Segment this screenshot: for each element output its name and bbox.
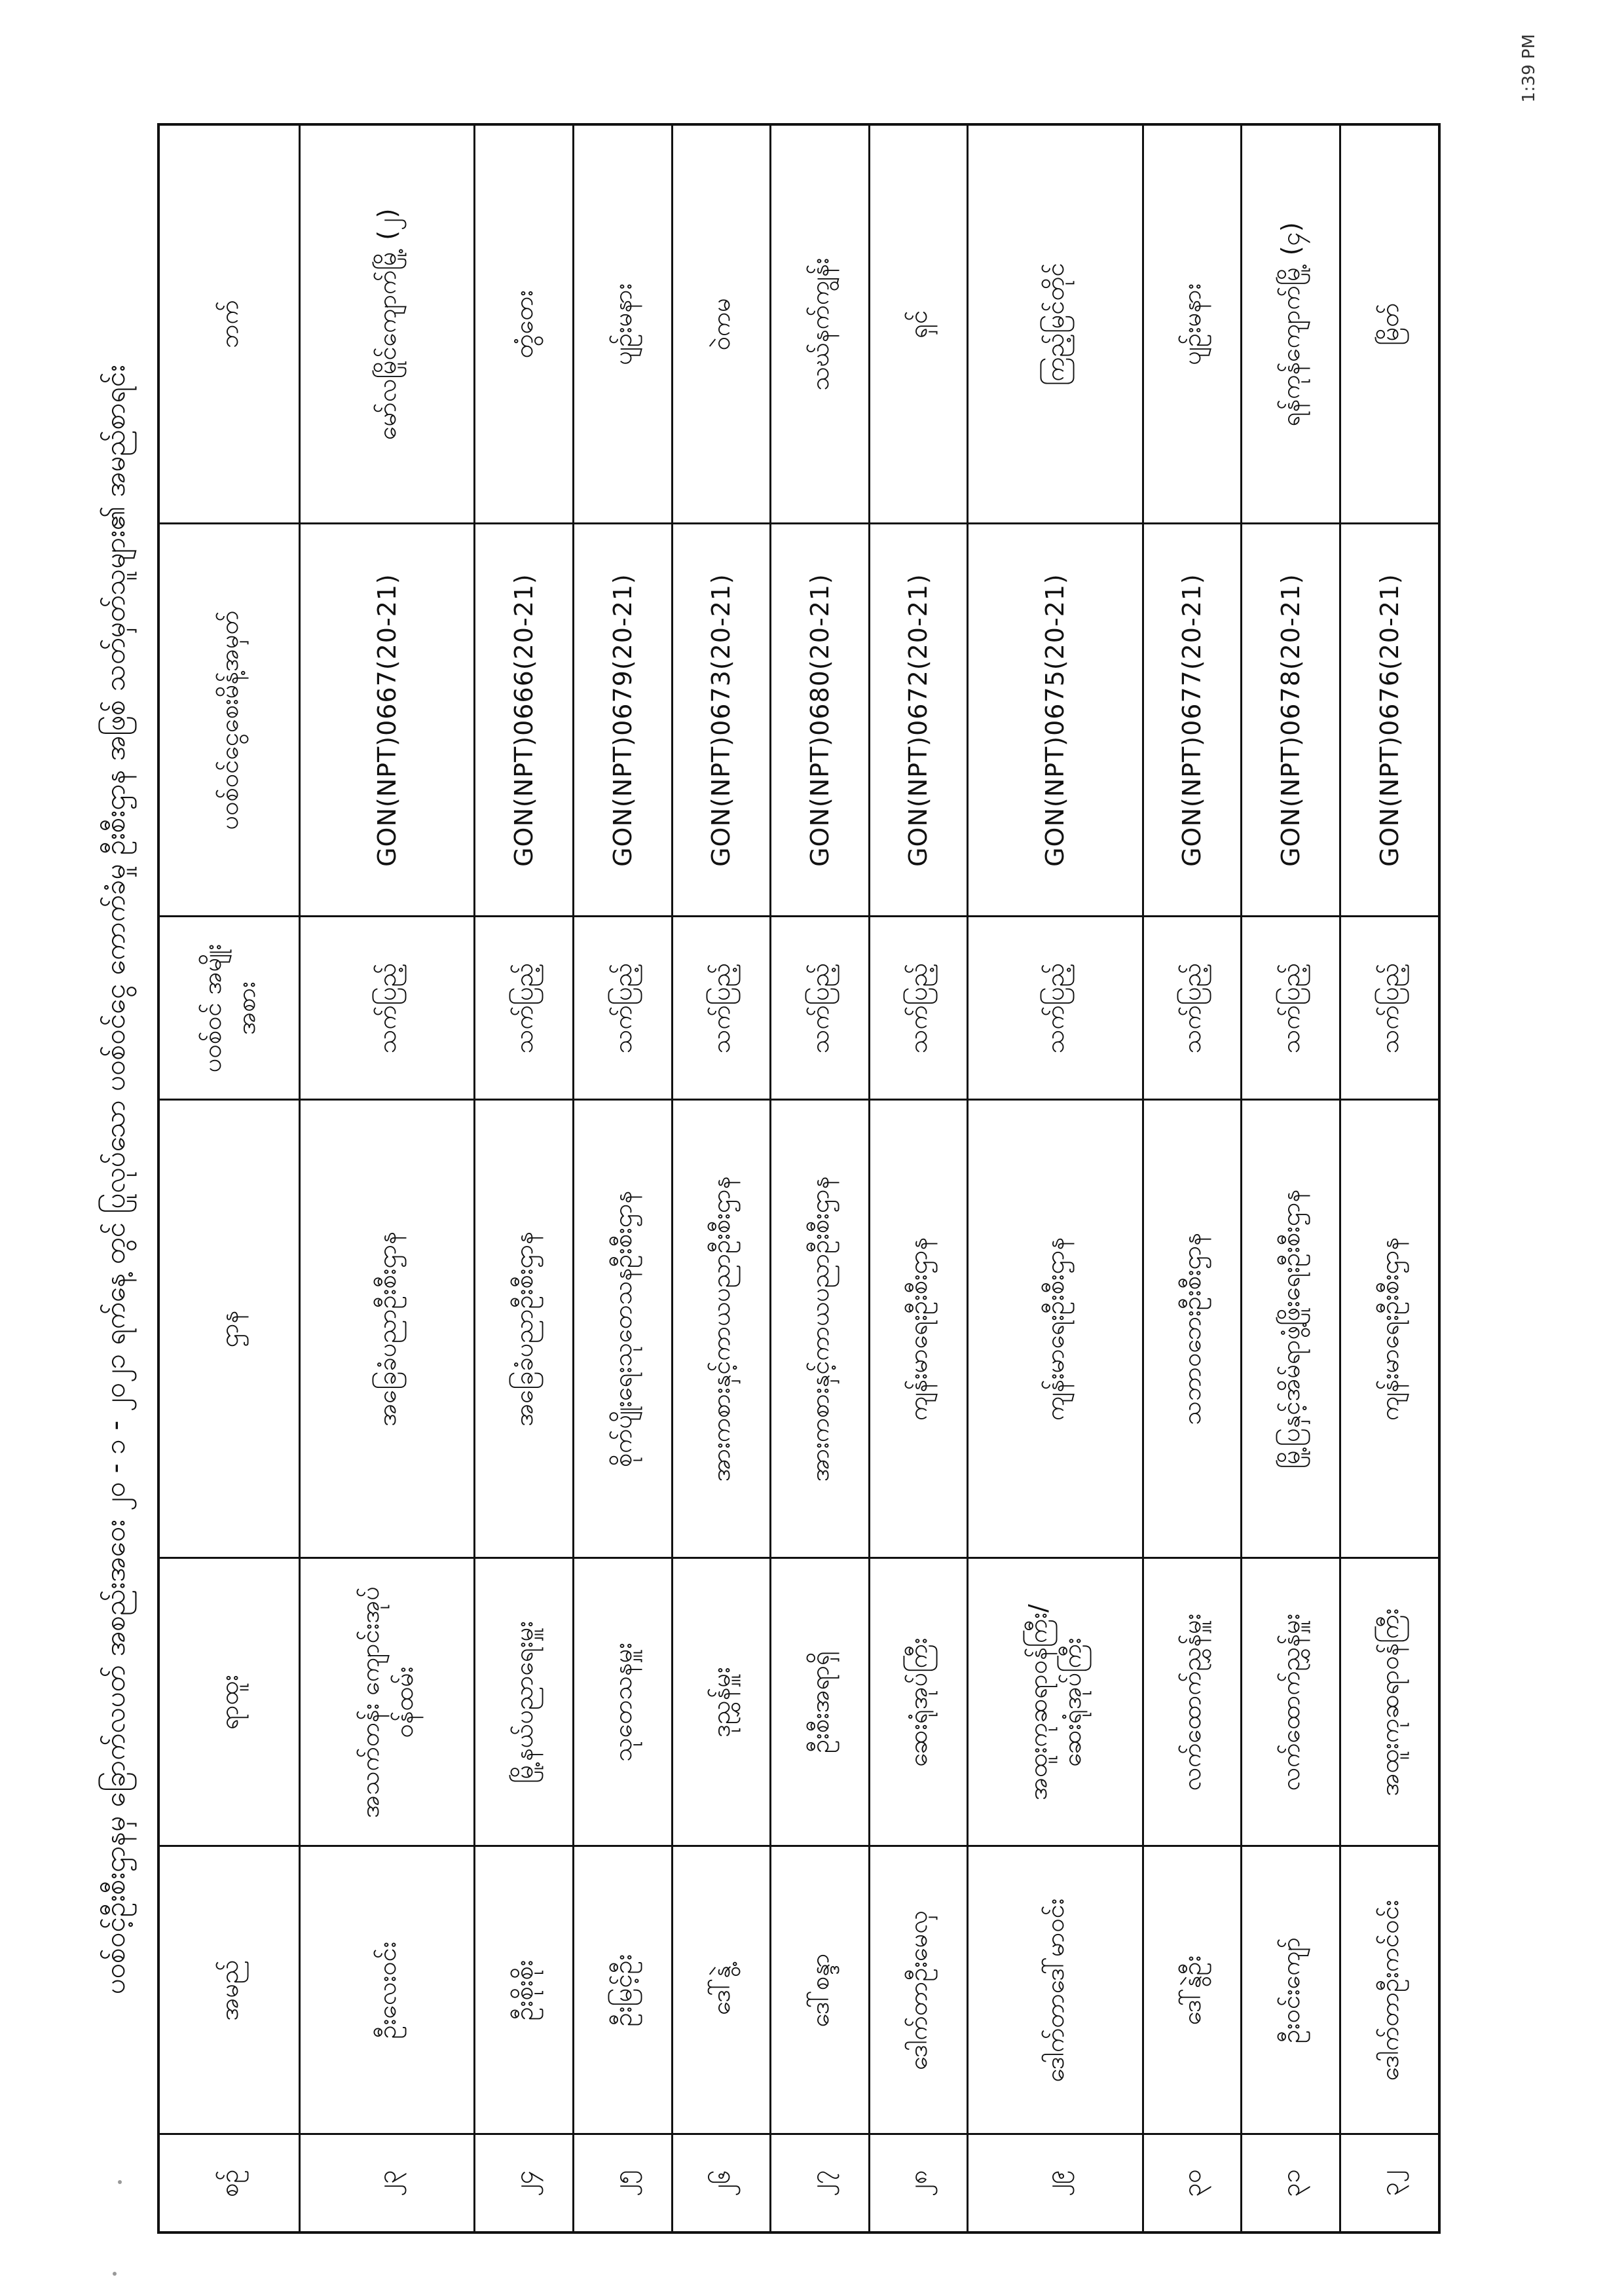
- cell-license-kind: သက်ပြည့်: [1143, 917, 1242, 1100]
- cell-license-kind: သက်ပြည့်: [968, 917, 1143, 1100]
- cell-position: လက်ထောက်ညွှန်မှူး: [1242, 1558, 1340, 1846]
- cell-name: ဦးလေးဝင်း: [300, 1846, 475, 2134]
- cell-name: ဦးမြင့်ဦး: [573, 1846, 672, 2134]
- cell-license-no: GON(NPT)0667(20-21): [300, 524, 475, 917]
- cell-license-kind: သက်ပြည့်: [1242, 917, 1340, 1100]
- document-title: ပဝစ်ဝင့်ဦးစီးဌာနမှ ခြောက်လပတ် အစည်းအဝေး ၂၀ - ၁ - ၂၀၂၁ ရက်နေ့ တွင် ပြုလုပ်သော ပဝစ်ဝင်ငွေ ကောက်ခံမှု ဦးစီးဌာန အဖြစ် သတ်မှတ်သူများ၏ အမည်စာရင်း: [99, 365, 131, 1995]
- cell-no: ၂၈: [869, 2134, 968, 2232]
- table-row: [573, 124, 672, 2232]
- cell-license-kind: သက်ပြည့်: [869, 917, 968, 1100]
- cell-license-no: GON(NPT)0672(20-21): [869, 524, 968, 917]
- cell-license-kind: သက်ပြည့်: [300, 917, 475, 1100]
- header-department: ဌာန: [158, 1100, 300, 1558]
- cell-department: အခြေခံပညာဦးစီးဌာန: [475, 1100, 574, 1558]
- cell-no: ၂၃: [300, 2134, 475, 2232]
- cell-no: ၂၇: [771, 2134, 870, 2232]
- cell-license-no: GON(NPT)0677(20-21): [1143, 524, 1242, 917]
- cell-no: ၂၅: [573, 2134, 672, 2232]
- cell-license-no: GON(NPT)0675(20-21): [968, 524, 1143, 917]
- cell-no: ၂၆: [672, 2134, 771, 2232]
- cell-position: အသက်တန်း ကျောင်းအုပ် ဝန်ထမ်း: [300, 1558, 475, 1846]
- rotated-page: [59, 34, 1565, 2260]
- cell-no: ၂၉: [968, 2134, 1143, 2232]
- cell-position: မြို့နယ်ပညာရေးမှူး: [475, 1558, 574, 1846]
- scan-timestamp: 1:39 PM: [1519, 34, 1539, 103]
- cell-position: လက်ထောက်ညွှန်မှူး: [1143, 1558, 1242, 1846]
- cell-name: ဦးဝင်းကျော်: [1242, 1846, 1340, 2134]
- cell-remark: ပျဉ်းမနား: [573, 124, 672, 524]
- cell-no: ၃၂: [1340, 2134, 1439, 2232]
- cell-department: သဘာဝဘေးဦးစီးဌာန: [1143, 1100, 1242, 1558]
- cell-remark: သဃ်နက်ကျွန်း: [771, 124, 870, 524]
- cell-department: ကျန်းမာရေးဦးစီးဌာန: [869, 1100, 968, 1558]
- cell-remark: ရှင်: [869, 124, 968, 524]
- cell-remark: ကြည့်မြင်တိုင်: [968, 124, 1143, 524]
- cell-department: အခြေခံပညာဦးစီးဌာန: [300, 1100, 475, 1558]
- cell-name: ဒေါ်နွဲဦး: [1143, 1846, 1242, 2134]
- scan-speck: [118, 2180, 122, 2184]
- cell-license-no: GON(NPT)0666(20-21): [475, 524, 574, 917]
- cell-license-kind: သက်ပြည့်: [573, 917, 672, 1100]
- cell-remark: ပျဉ်းမနား: [1143, 124, 1242, 524]
- header-license-no: ပဝစ်ဝင်ငွေစေးမိန့်အမှတ်: [158, 524, 300, 917]
- cell-remark: ဝဲကမ: [672, 124, 771, 524]
- cell-no: ၃၀: [1143, 2134, 1242, 2232]
- cell-position: ဦးစီးအရာရှိ: [771, 1558, 870, 1846]
- cell-license-kind: သက်ပြည့်: [475, 917, 574, 1100]
- cell-license-no: GON(NPT)0680(20-21): [771, 524, 870, 917]
- cell-no: ၃၁: [1242, 2134, 1340, 2232]
- table-row: [475, 124, 574, 2232]
- cell-department: ကျန်းမာရေးဦးစီးဌာန: [968, 1100, 1143, 1558]
- cell-license-no: GON(NPT)0679(20-21): [573, 524, 672, 917]
- table-row: [771, 124, 870, 2232]
- cell-department: မြို့ပြနှင့်အိမ်ရာဖွံ့ဖြိုးရေးဦးစီးဌာန: [1242, 1100, 1340, 1558]
- table-row: [1143, 124, 1242, 2232]
- table-row: [869, 124, 968, 2232]
- cell-position: အထူးကုဆရာဝန်ကြီး/ ဆေးရုံအုပ်ကြီး: [968, 1558, 1143, 1846]
- header-position: ရာထူး: [158, 1558, 300, 1846]
- cell-license-kind: သက်ပြည့်: [672, 917, 771, 1100]
- cell-name: ဒေါ်နွဲ့: [672, 1846, 771, 2134]
- cell-position: ဆေးရုံအုပ်ကြီး: [869, 1558, 968, 1846]
- cell-license-no: GON(NPT)0673(20-21): [672, 524, 771, 917]
- cell-name: ဒေါက်တာဒေါ်မာဝင်း: [968, 1846, 1143, 2134]
- scan-speck: [113, 2272, 117, 2276]
- personnel-table: [157, 123, 1441, 2234]
- header-license-kind: ပဝစ်ဝင် အမျိုးအစား: [158, 917, 300, 1100]
- cell-name: ဒေါက်တာဦးကင်ဝင်း: [1340, 1846, 1439, 2134]
- cell-remark: တွံတေး: [475, 124, 574, 524]
- cell-department: ကျန်းမာရေးဦးစီးဌာန: [1340, 1100, 1439, 1558]
- cell-license-no: GON(NPT)0678(20-21): [1242, 524, 1340, 917]
- table-row: [1242, 124, 1340, 2232]
- cell-no: ၂၄: [475, 2134, 574, 2232]
- header-name: အမည်: [158, 1846, 300, 2134]
- header-no: စဉ်: [158, 2134, 300, 2232]
- cell-position: ဒုညွှန်မှူး: [672, 1558, 771, 1846]
- table-row: [672, 124, 771, 2232]
- cell-license-no: GON(NPT)0676(20-21): [1340, 524, 1439, 917]
- table-row: [968, 124, 1143, 2232]
- cell-name: ဦးစိုးစိုး: [475, 1846, 574, 2134]
- cell-remark: မြိတ်: [1340, 124, 1439, 524]
- cell-position: သုတေသနမှူး: [573, 1558, 672, 1846]
- table-row: [300, 124, 475, 2232]
- cell-position: အထူးကုဆရာဝန်ကြီး: [1340, 1558, 1439, 1846]
- cell-name: ဒေါက်တာဦးမေလှ: [869, 1846, 968, 2134]
- cell-remark: မော်လမြိုင်ကျောက်မြို့ (၂): [300, 124, 475, 524]
- cell-license-kind: သက်ပြည့်: [771, 917, 870, 1100]
- cell-remark: ရန်ကုန်ကျောက်မြို့ (၄): [1242, 124, 1340, 524]
- table-header-row: [158, 124, 300, 2232]
- cell-name: ဒေါ်စန္ဒာ: [771, 1846, 870, 2134]
- cell-department: စိုက်ပျိုးရေးသုတေသနဦးစီးဌာန: [573, 1100, 672, 1558]
- cell-department: အားကစားနှင့်ကာယပညာဦးစီးဌာန: [771, 1100, 870, 1558]
- cell-department: အားကစားနှင့်ကာယပညာဦးစီးဌာန: [672, 1100, 771, 1558]
- cell-license-kind: သက်ပြည့်: [1340, 917, 1439, 1100]
- table-row: [1340, 124, 1439, 2232]
- header-remark: ဘက်: [158, 124, 300, 524]
